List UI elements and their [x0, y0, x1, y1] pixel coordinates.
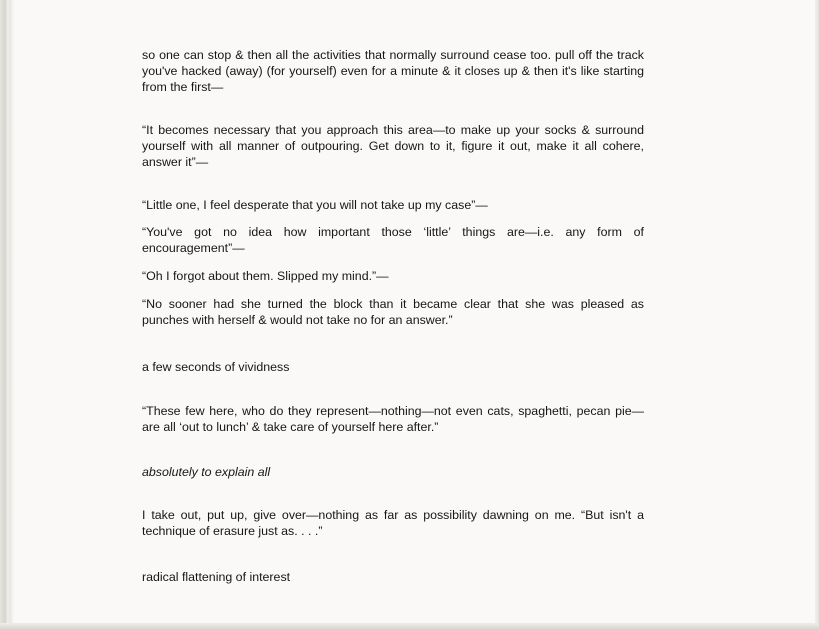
paragraph-5: “Oh I forgot about them. Slipped my mind.”— [142, 269, 389, 283]
page-bottom-edge [0, 623, 819, 629]
paragraph-6: “No sooner had she turned the block than it became clear that she was pleased as punches with herself & would not take no for an answer.” [142, 297, 644, 327]
paragraph-8: “These few here, who do they represent—nothing—not even cats, spaghetti, pecan pie—are all ‘out to lunch’ & take care of yourself here after.” [142, 404, 644, 434]
paragraph-7: a few seconds of vividness [142, 360, 290, 374]
paragraph-1: so one can stop & then all the activities that normally surround cease too. pull off the track you've hacked (away) (for yourself) even for a minute & it closes up & then it's like starting from the first— [142, 48, 644, 94]
paragraph-2: “It becomes necessary that you approach this area—to make up your socks & surround yourself with all manner of outpouring. Get down to it, figure it out, make it all cohere, answer it”— [142, 123, 644, 169]
paragraph-4: “You've got no idea how important those ‘little’ things are—i.e. any form of encouragement”— [142, 225, 644, 255]
paragraph-9: absolutely to explain all [142, 465, 271, 479]
paragraph-11: radical flattening of interest [142, 570, 291, 584]
paragraph-10: I take out, put up, give over—nothing as far as possibility dawning on me. “But isn't a technique of erasure just as. . . .” [142, 508, 644, 538]
page-binding-edge [0, 0, 14, 629]
paragraph-3: “Little one, I feel desperate that you will not take up my case”— [142, 198, 488, 212]
page-right-edge [815, 0, 819, 629]
